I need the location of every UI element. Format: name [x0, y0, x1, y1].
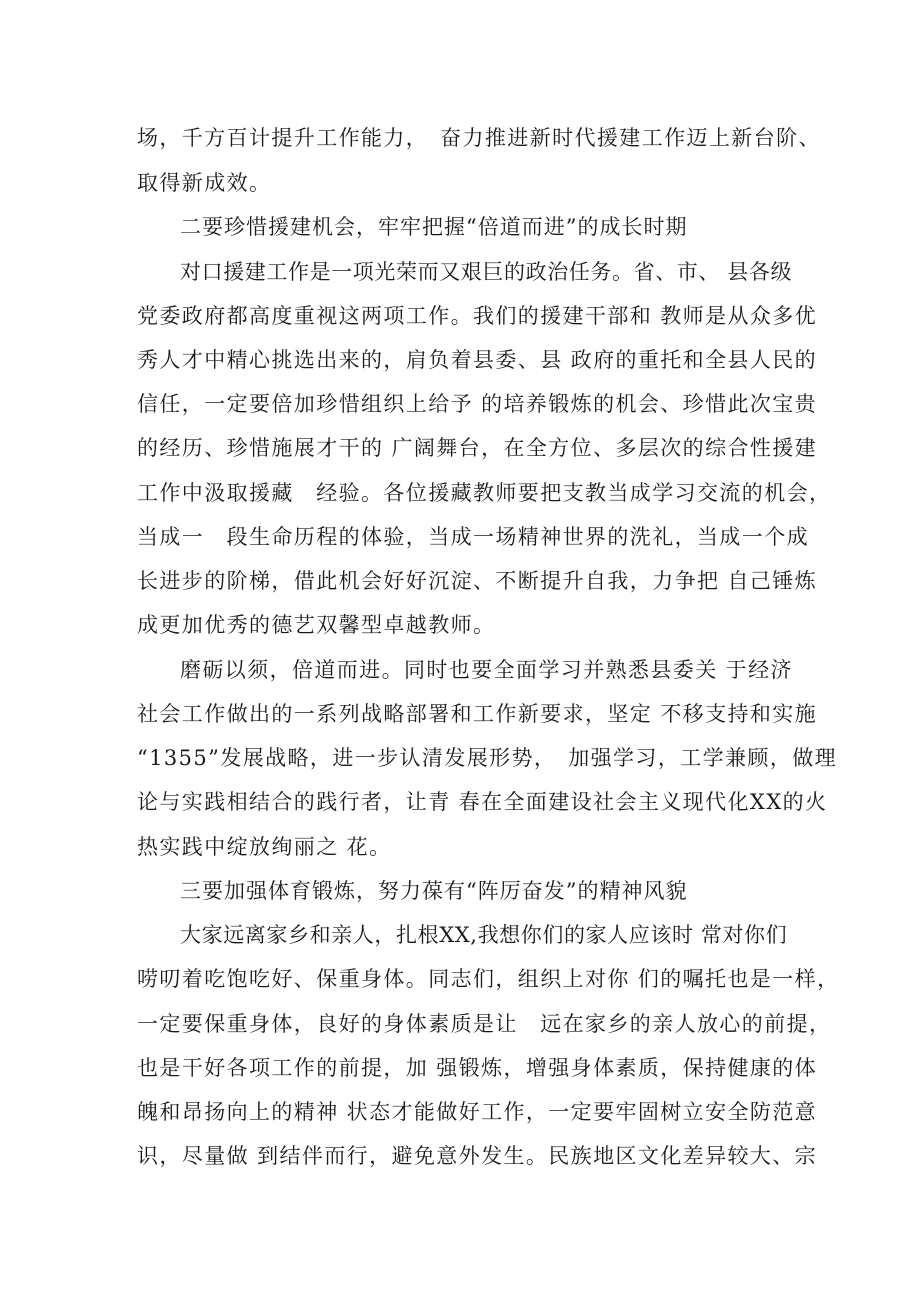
- text-line: 社会工作做出的一系列战略部署和工作新要求，坚定 不移支持和实施: [137, 702, 818, 726]
- text-line: 热实践中绽放绚丽之 花。: [137, 835, 392, 859]
- text-line: 大家远离家乡和亲人，扎根XX,我想你们的家人应该时 常对你们: [180, 923, 788, 947]
- text-line: 成更加优秀的德艺双馨型卓越教师。: [137, 613, 496, 637]
- text-line: 当成一 段生命历程的体验，当成一场精神世界的洗礼，当成一个成: [137, 525, 809, 549]
- text-line: 长进步的阶梯，借此机会好好沉淀、不断提升自我，力争把 自己锤炼: [137, 569, 818, 593]
- text-line: 一定要保重身体，良好的身体素质是让 远在家乡的亲人放心的前提，: [137, 1012, 832, 1036]
- text-line: 论与实践相结合的践行者，让青 春在全面建设社会主义现代化XX的火: [137, 790, 828, 814]
- text-line: “1355”发展战略，进一步认清发展形势， 加强学习，工学兼顾，做理: [137, 746, 838, 770]
- text-line: 对口援建工作是一项光荣而又艰巨的政治任务。省、市、 县各级: [180, 260, 793, 284]
- text-line: 党委政府都高度重视这两项工作。我们的援建干部和 教师是从众多优: [137, 304, 818, 328]
- text-line: 魄和昂扬向上的精神 状态才能做好工作，一定要牢固树立安全防范意: [137, 1100, 818, 1124]
- text-line: 信任，一定要倍加珍惜组织上给予 的培养锻炼的机会、珍惜此次宝贵: [137, 392, 818, 416]
- text-line: 场，千方百计提升工作能力， 奋力推进新时代援建工作迈上新台阶、: [137, 126, 821, 150]
- section-heading: 三要加强体育锻炼，努力葆有“阵厉奋发”的精神风貌: [180, 879, 688, 903]
- section-heading: 二要珍惜援建机会，牢牢把握“倍道而进”的成长时期: [180, 215, 688, 239]
- text-line: 秀人才中精心挑选出来的，肩负着县委、县 政府的重托和全县人民的: [137, 348, 818, 372]
- text-line: 识，尽量做 到结伴而行，避免意外发生。民族地区文化差异较大、宗: [137, 1144, 818, 1168]
- text-line: 也是干好各项工作的前提，加 强锻炼，增强身体素质，保持健康的体: [137, 1056, 818, 1080]
- text-line: 磨砺以须，倍道而进。同时也要全面学习并熟悉县委关 于经济: [180, 658, 793, 682]
- text-line: 取得新成效。: [137, 171, 272, 195]
- text-line: 工作中汲取援藏 经验。各位援藏教师要把支教当成学习交流的机会，: [137, 481, 832, 505]
- text-line: 的经历、珍惜施展才干的 广阔舞台，在全方位、多层次的综合性援建: [137, 436, 818, 460]
- text-line: 唠叨着吃饱吃好、保重身体。同志们，组织上对你 们的嘱托也是一样，: [137, 967, 840, 991]
